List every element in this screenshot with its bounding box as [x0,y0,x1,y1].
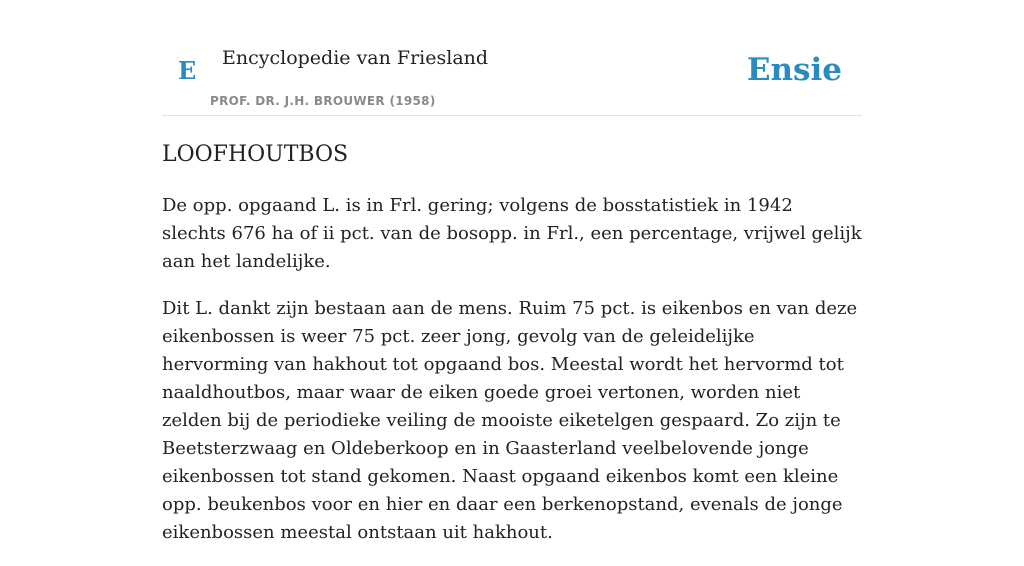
article-body [162,192,862,566]
author-line: PROF. DR. J.H. BROUWER (1958) [210,94,436,108]
ensie-logo-icon[interactable]: E [178,56,197,85]
header-divider [162,115,862,116]
article-paragraph: Dit L. dankt zijn bestaan aan de mens. Ruim 75 pct. is eikenbos en van deze eikenbossen is weer 75 pct. zeer jong, gevolg van de geleidelijke hervorming van hakhout tot opgaand bos. Meestal wordt het hervormd tot naaldhoutbos, maar waar de eiken goede groei vertonen, worden niet zelden bij de periodieke veiling de mooiste eiketelgen gespaard. Zo zijn te Beetsterzwaag en Oldeberkoop en in Gaasterland veelbelovende jonge eikenbossen tot stand gekomen. Naast opgaand eikenbos komt een kleine opp. beukenbos voor en hier en daar een berkenopstand, evenals de jonge eikenbossen meestal ontstaan uit hakhout. [162,298,858,543]
article-page [162,0,862,543]
article-title: LOOFHOUTBOS [162,142,349,167]
encyclopedia-title[interactable]: Encyclopedie van Friesland [222,47,489,69]
article-paragraph: De opp. opgaand L. is in Frl. gering; volgens de bosstatistiek in 1942 slechts 676 ha of ii pct. van de bosopp. in Frl., een percentage, vrijwel gelijk aan het landelijke. [162,195,862,272]
brand-logo[interactable]: Ensie [746,52,842,88]
